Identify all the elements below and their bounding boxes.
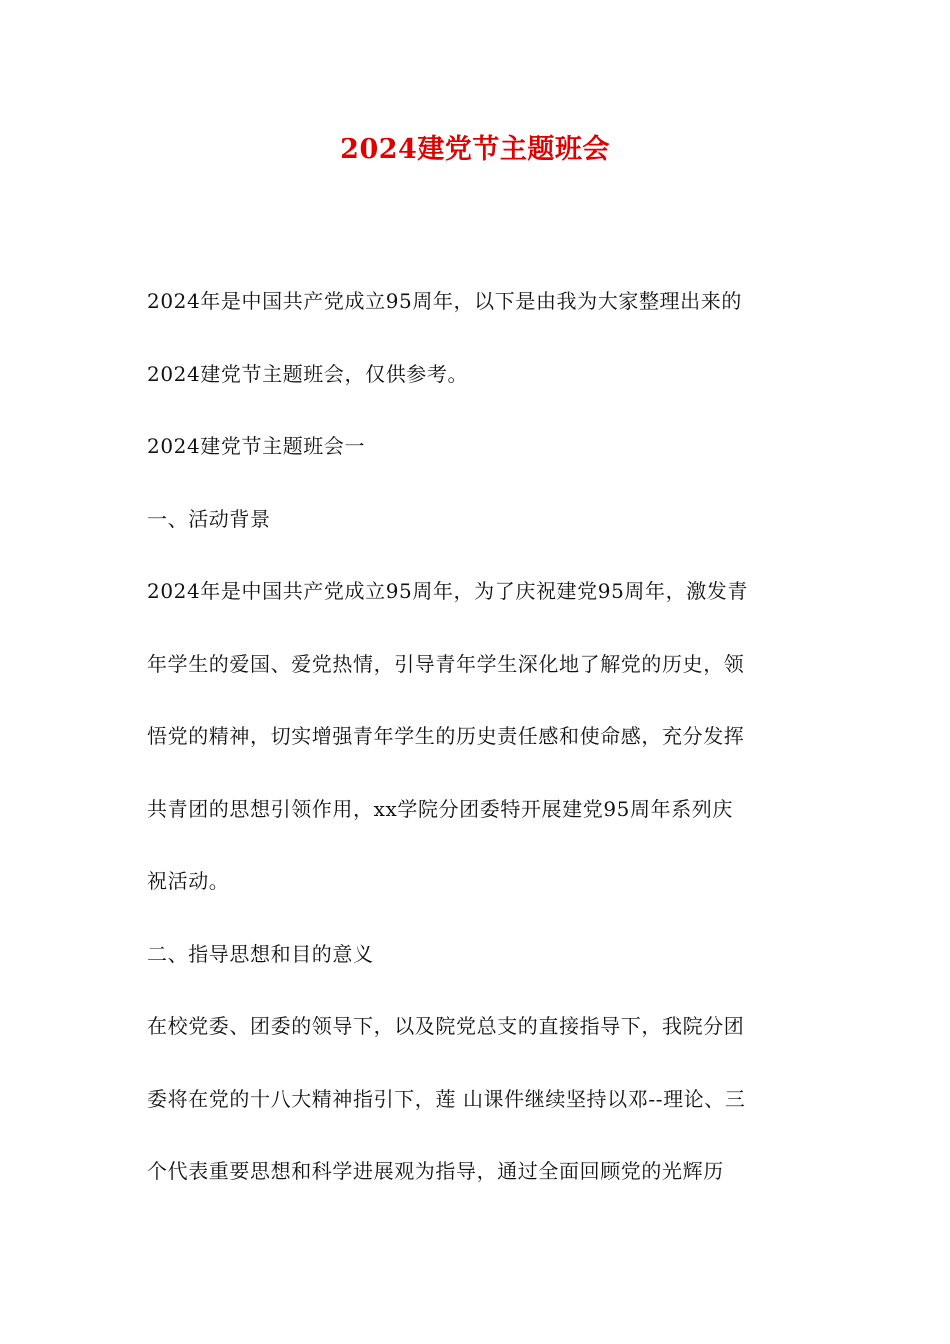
section-heading: 一、活动背景 [147, 506, 271, 531]
paragraph-line: 年学生的爱国、爱党热情，引导青年学生深化地了解党的历史，领 [147, 651, 745, 676]
paragraph-line: 2024年是中国共产党成立95周年，以下是由我为大家整理出来的 [147, 289, 742, 313]
paragraph-line: 悟党的精神，切实增强青年学生的历史责任感和使命感，充分发挥 [147, 724, 745, 748]
paragraph-line: 共青团的思想引领作用，xx学院分团委特开展建党95周年系列庆 [147, 796, 734, 821]
paragraph-line: 祝活动。 [147, 869, 230, 893]
document-body [147, 283, 807, 1226]
paragraph-line: 个代表重要思想和科学进展观为指导，通过全面回顾党的光辉历 [147, 1159, 724, 1183]
document-title: 2024建党节主题班会 [340, 134, 610, 165]
paragraph-line: 在校党委、团委的领导下，以及院党总支的直接指导下，我院分团 [147, 1014, 745, 1038]
section-heading: 2024建党节主题班会一 [147, 434, 366, 458]
paragraph-line: 2024建党节主题班会，仅供参考。 [147, 361, 469, 386]
paragraph-line: 2024年是中国共产党成立95周年，为了庆祝建党95周年，激发青 [147, 579, 748, 603]
paragraph-line: 委将在党的十八大精神指引下，莲 山课件继续坚持以邓--理论、三 [147, 1086, 746, 1111]
section-heading: 二、指导思想和目的意义 [147, 941, 374, 966]
